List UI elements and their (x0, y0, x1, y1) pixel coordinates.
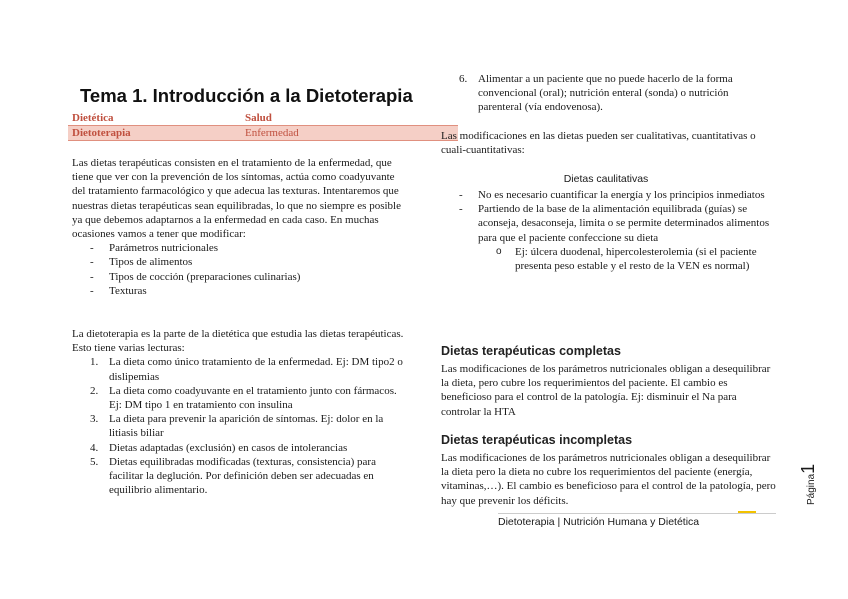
qualitative-heading: Dietas caulitativas (563, 173, 649, 185)
page-label: Página (806, 473, 817, 505)
incomplete-section (441, 432, 779, 508)
modify-list (72, 241, 408, 298)
footer-accent (738, 511, 756, 513)
list-item: - Texturas (90, 284, 408, 298)
section-heading: Dietas terapéuticas incompletas (441, 433, 633, 447)
modifications-paragraph: Las modificaciones en las dietas pueden ser cualitativas, cuantitativas o cuali-cuantitativas: (441, 130, 756, 157)
list-item: - Tipos de cocción (preparaciones culinarias) (90, 270, 408, 284)
section-heading: Dietas terapéuticas completas (441, 344, 621, 358)
page-number-value: 1 (798, 463, 818, 474)
item-6 (459, 72, 769, 115)
section-paragraph: Las modificaciones de los parámetros nutricionales obligan a desequilibrar la dieta pero la dieta no cubre los requerimientos del paciente (energía, vitaminas,…). El cambio es beneficioso para el control de la patología, pero hay que prevenir los déficits. (441, 452, 776, 507)
section-paragraph: Las modificaciones de los parámetros nutricionales obligan a desequilibrar la dieta, pero cubre los requerimientos del paciente. El cambio es beneficioso para el control de la patología. Ej: disminuir el Na para controlar la HTA (441, 363, 771, 418)
list-item: - Parámetros nutricionales (90, 241, 408, 255)
header-table-row (68, 126, 458, 141)
list-item: - No es necesario cuantificar la energía y los principios inmediatos (459, 188, 777, 202)
list-item: 2. La dieta como coadyuvante en el tratamiento junto con fármacos. Ej: DM tipo 1 en tratamiento con insulina (90, 384, 397, 412)
header-table-row (68, 111, 458, 126)
list-item: 4. Dietas adaptadas (exclusión) en casos de intolerancias (90, 441, 348, 454)
readings-list (72, 355, 408, 497)
qualitative-sublist (459, 245, 777, 273)
list-item: - Partiendo de la base de la alimentación equilibrada (guías) se aconseja, desaconseja, limita o se permite determinados alimentos para que el paciente confeccione su dieta (459, 202, 777, 245)
left-column (72, 156, 408, 298)
table-cell: Enfermedad (245, 127, 299, 139)
list-item: 1. La dieta como único tratamiento de la enfermedad. Ej: DM tipo2 o dislipemias (90, 356, 403, 383)
footer-text: Dietoterapia | Nutrición Humana y Dietética (498, 516, 700, 528)
list-item: 3. La dieta para prevenir la aparición de síntomas. Ej: dolor en la litiasis biliar (90, 413, 384, 440)
table-cell: Dietoterapia (72, 127, 131, 139)
list-item: 5. Dietas equilibradas modificadas (texturas, consistencia) para facilitar la deglución. Por definición deben ser adecuadas en equilibrio alimentario. (90, 455, 376, 497)
intro-paragraph: Las dietas terapéuticas consisten en el tratamiento de la enfermedad, que tiene que ver con la prevención de los síntomas, actúa como coadyuvante del tratamiento farmacológico y que adecua las texturas. Intentaremos que nuestras dietas terapéuticas sean equilibradas, lo que no siempre es posible ya que debemos adaptarnos a la enfermedad en cada caso. En muchas ocasiones vamos a tener que modificar: (72, 157, 401, 241)
definition-paragraph: La dietoterapia es la parte de la dietética que estudia las dietas terapéuticas. Esto tiene varias lecturas: (72, 328, 404, 355)
complete-section (441, 343, 777, 419)
header-table (68, 111, 458, 141)
list-item: o Ej: úlcera duodenal, hipercolesterolemia (si el paciente presenta peso estable y el resto de la VEN es normal) (496, 245, 777, 273)
readings-list-continued (459, 72, 769, 115)
qualitative-section (459, 188, 777, 273)
list-item: - Tipos de alimentos (90, 255, 408, 269)
page-title: Tema 1. Introducción a la Dietoterapia (80, 85, 413, 106)
table-cell: Dietética (72, 112, 114, 124)
page-number (798, 463, 841, 505)
table-cell: Salud (245, 112, 272, 124)
list-item: 6. Alimentar a un paciente que no puede hacerlo de la forma convencional (oral); nutrición enteral (sonda) o nutrición parenteral (vía endovenosa). (459, 73, 733, 114)
footer-divider (498, 513, 776, 514)
qualitative-list (459, 188, 777, 245)
left-column-lower (72, 327, 408, 497)
